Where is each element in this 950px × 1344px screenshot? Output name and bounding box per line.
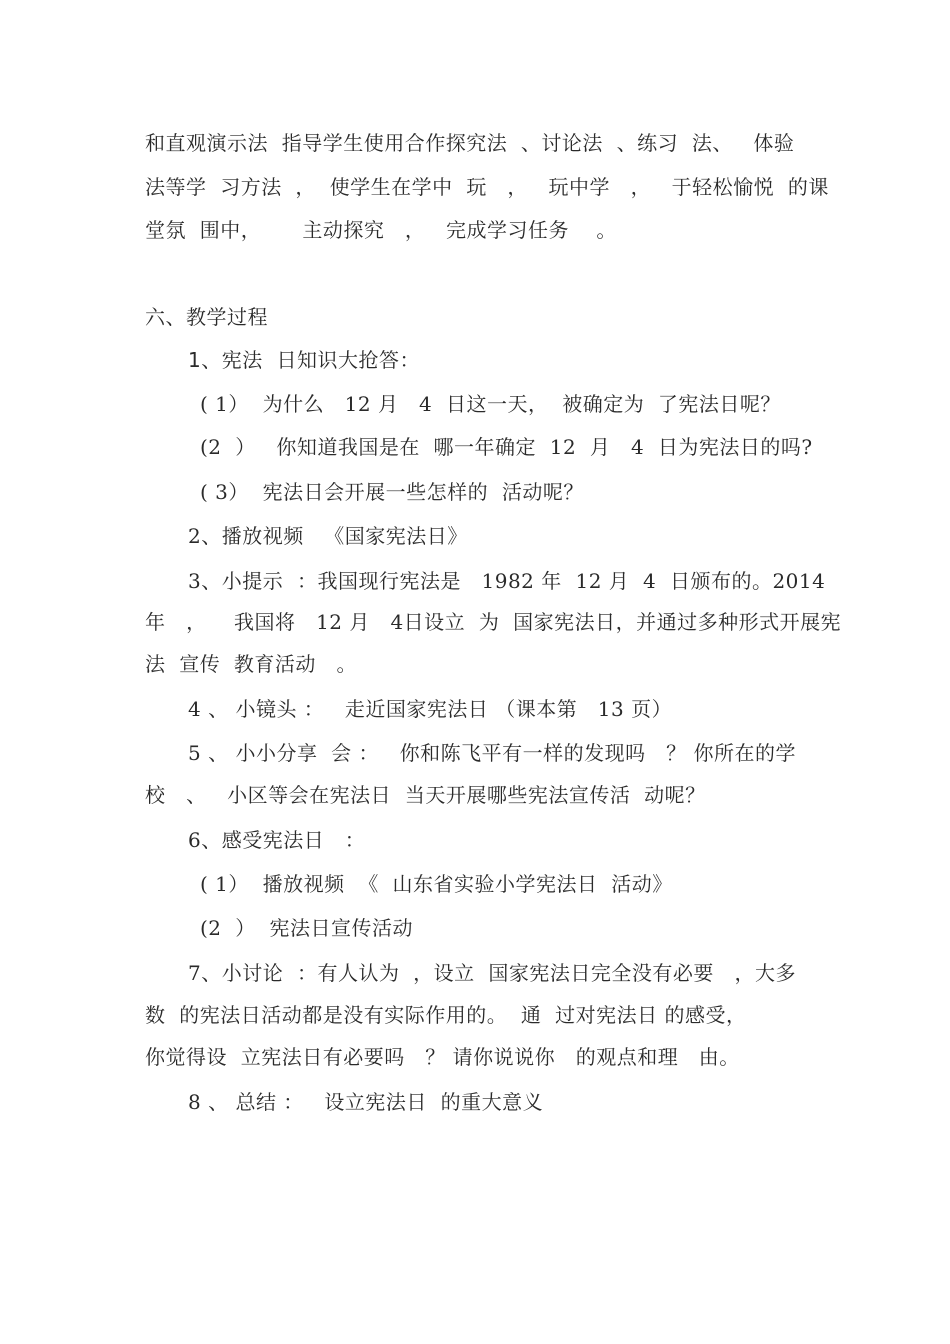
item-7-line-3: 你觉得设 立宪法日有必要吗 ？ 请你说说你 的观点和理 由。 [145, 1045, 740, 1069]
item-8: 8 、 总结 ： 设立宪法日 的重大意义 [188, 1090, 544, 1114]
item-1-question-3: ( 3） 宪法日会开展一些怎样的 活动呢？ [200, 480, 584, 504]
item-4: 4 、 小镜头 ： 走近国家宪法日 （课本第 13 页） [188, 697, 673, 721]
intro-line-1: 和直观演示法 指导学生使用合作探究法 、讨论法 、练习 法、 体验 [145, 131, 795, 155]
item-6-title: 6、感受宪法日 ： [188, 828, 366, 852]
item-3-line-2: 年 ， 我国将 12 月 4日设立 为 国家宪法日，并通过多种形式开展宪 [145, 610, 842, 634]
item-6-sub-2: (2 ） 宪法日宣传活动 [200, 916, 413, 940]
item-5-line-1: 5 、 小小分享 会 ： 你和陈飞平有一样的发现吗 ？ 你所在的学 [188, 741, 797, 765]
item-3-line-1: 3、小提示 ：我国现行宪法是 1982 年 12 月 4 日颁布的。2014 [188, 569, 826, 593]
intro-line-2: 法等学 习方法 ， 使学生在学中 玩 ， 玩中学 ， 于轻松愉悦 的课 [145, 175, 829, 199]
item-1-title: 1、宪法 日知识大抢答： [188, 348, 420, 372]
item-6-sub-1: ( 1） 播放视频 《 山东省实验小学宪法日 活动》 [200, 872, 673, 896]
item-2: 2、播放视频 《国家宪法日》 [188, 524, 468, 548]
intro-line-3: 堂氛 围中， 主动探究 ， 完成学习任务 。 [145, 218, 617, 242]
item-1-question-2: (2 ） 你知道我国是在 哪一年确定 12 月 4 日为宪法日的吗? [200, 435, 813, 459]
item-3-line-3: 法 宣传 教育活动 。 [145, 652, 358, 676]
item-7-line-2: 数 的宪法日活动都是没有实际作用的。 通 过对宪法日 的感受， [145, 1003, 747, 1027]
item-5-line-2: 校 、 小区等会在宪法日 当天开展哪些宪法宣传活 动呢？ [145, 783, 706, 807]
section-title: 六、教学过程 [145, 305, 268, 329]
item-7-line-1: 7、小讨论 ：有人认为 ，设立 国家宪法日完全没有必要 ，大多 [188, 961, 796, 985]
item-1-question-1: ( 1） 为什么 12 月 4 日这一天， 被确定为 了宪法日呢？ [200, 392, 781, 416]
